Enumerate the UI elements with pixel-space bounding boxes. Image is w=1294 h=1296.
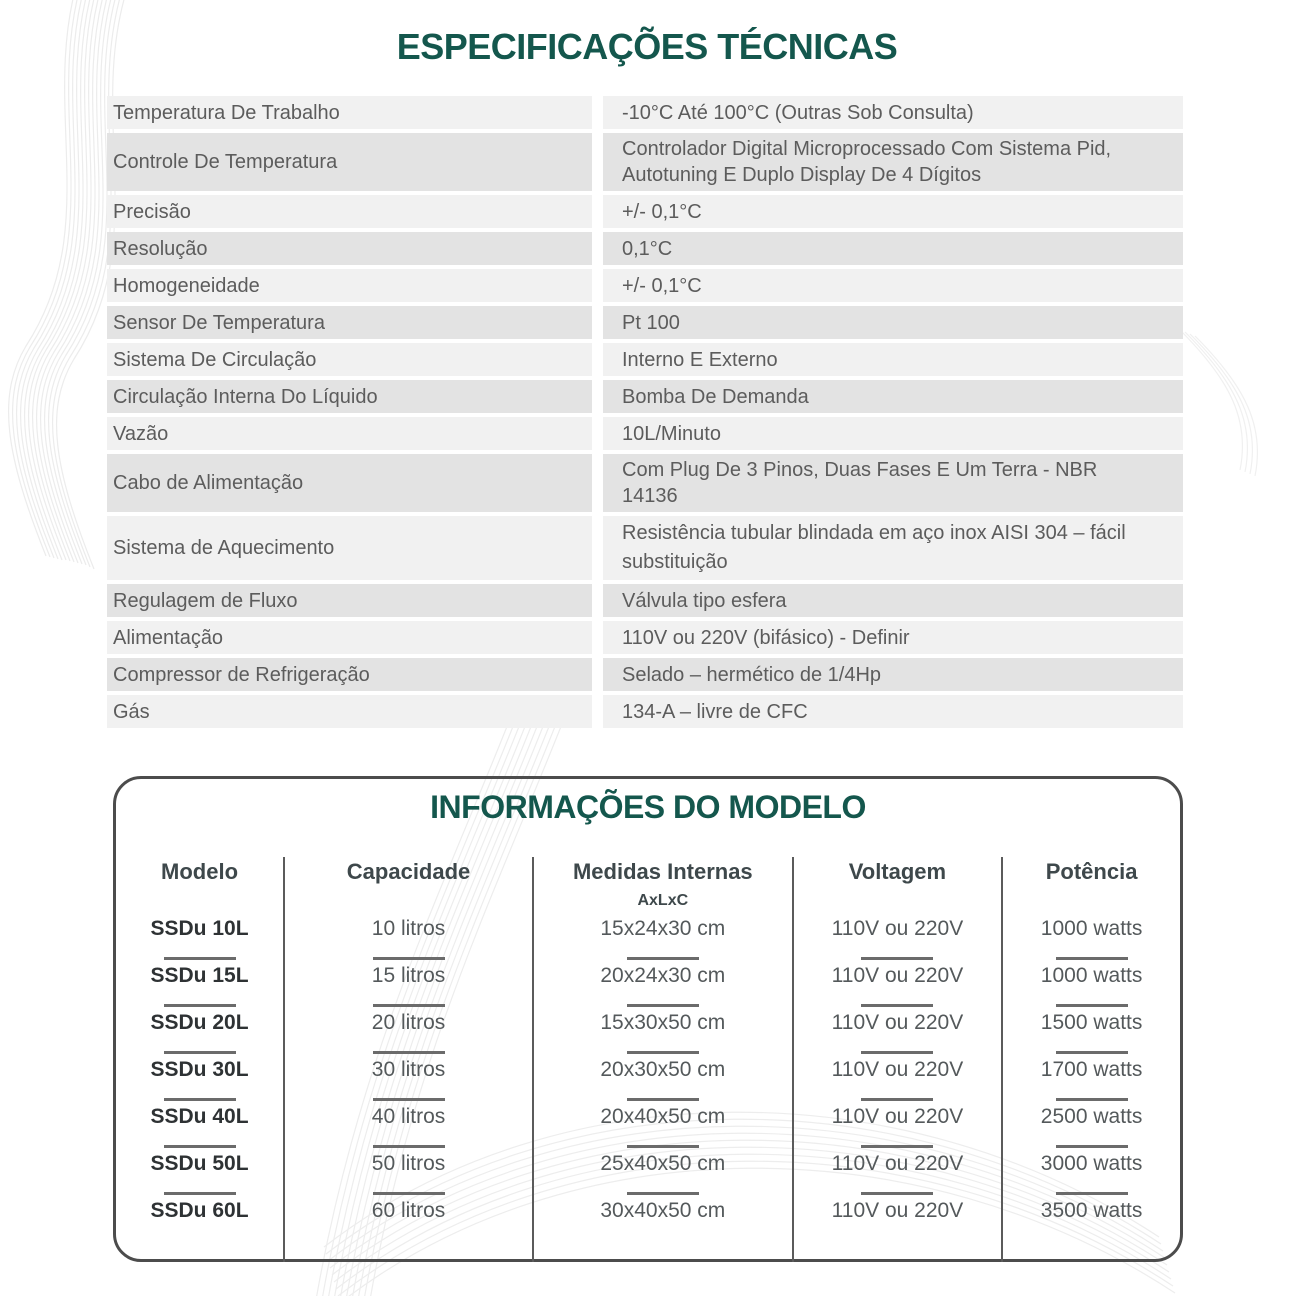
model-cell bbox=[534, 1054, 792, 1101]
cell-value: 110V ou 220V bbox=[831, 917, 964, 940]
cell-value: SSDu 15L bbox=[150, 964, 249, 987]
model-cell bbox=[794, 1054, 1002, 1101]
cell-value: 20x30x50 cm bbox=[600, 1058, 726, 1081]
model-cell bbox=[794, 1195, 1002, 1242]
cell-value: 1500 watts bbox=[1040, 1011, 1143, 1034]
cell-value: 3500 watts bbox=[1040, 1199, 1143, 1222]
model-cell bbox=[285, 1007, 532, 1054]
model-column-capacidade bbox=[283, 857, 532, 1262]
cell-value: 50 litros bbox=[371, 1152, 446, 1175]
model-cell bbox=[1003, 1148, 1180, 1195]
model-cell bbox=[285, 913, 532, 960]
model-cell bbox=[116, 1054, 283, 1101]
spec-value: +/- 0,1°C bbox=[603, 195, 1183, 228]
spec-value: Controlador Digital Microprocessado Com Sistema Pid, Autotuning E Duplo Display De 4 Dígitos bbox=[603, 133, 1183, 191]
spec-label: Homogeneidade bbox=[107, 269, 592, 302]
spec-value: Interno E Externo bbox=[603, 343, 1183, 376]
spec-section-title: ESPECIFICAÇÕES TÉCNICAS bbox=[396, 26, 898, 67]
spec-row bbox=[107, 195, 1183, 228]
model-cell bbox=[116, 960, 283, 1007]
cell-value: 60 litros bbox=[371, 1199, 446, 1222]
spec-row bbox=[107, 269, 1183, 302]
cell-value: 1700 watts bbox=[1040, 1058, 1143, 1081]
column-header-medidas bbox=[534, 857, 792, 913]
spec-row bbox=[107, 306, 1183, 339]
model-cell bbox=[1003, 1054, 1180, 1101]
cell-value: SSDu 60L bbox=[150, 1199, 249, 1222]
spec-row bbox=[107, 621, 1183, 654]
spec-label: Vazão bbox=[107, 417, 592, 450]
model-cell bbox=[534, 1007, 792, 1054]
spec-label: Compressor de Refrigeração bbox=[107, 658, 592, 691]
cell-value: 110V ou 220V bbox=[831, 1199, 964, 1222]
cell-value: 40 litros bbox=[371, 1105, 446, 1128]
column-subheader-axlxc: AxLxC bbox=[637, 892, 689, 909]
spec-row bbox=[107, 658, 1183, 691]
column-header-text: Medidas Internas bbox=[572, 859, 753, 884]
cell-value: 3000 watts bbox=[1040, 1152, 1143, 1175]
spec-label: Gás bbox=[107, 695, 592, 728]
cell-value: 20x40x50 cm bbox=[600, 1105, 726, 1128]
spec-row bbox=[107, 584, 1183, 617]
cell-value: 30 litros bbox=[371, 1058, 446, 1081]
model-cell bbox=[285, 1195, 532, 1242]
model-cell bbox=[285, 1054, 532, 1101]
model-cell bbox=[534, 1195, 792, 1242]
model-cell bbox=[534, 960, 792, 1007]
spec-value: Selado – hermético de 1/4Hp bbox=[603, 658, 1183, 691]
model-column-medidas bbox=[532, 857, 792, 1262]
model-cell bbox=[794, 1101, 1002, 1148]
cell-value: 25x40x50 cm bbox=[600, 1152, 726, 1175]
model-column-modelo bbox=[116, 857, 283, 1262]
spec-label: Controle De Temperatura bbox=[107, 133, 592, 191]
cell-value: 15 litros bbox=[371, 964, 446, 987]
spec-row bbox=[107, 343, 1183, 376]
model-cell bbox=[285, 960, 532, 1007]
spec-value: 0,1°C bbox=[603, 232, 1183, 265]
cell-value: 1000 watts bbox=[1040, 917, 1143, 940]
spec-value: 110V ou 220V (bifásico) - Definir bbox=[603, 621, 1183, 654]
cell-value: SSDu 40L bbox=[150, 1105, 249, 1128]
cell-value: 30x40x50 cm bbox=[600, 1199, 726, 1222]
model-section-title: INFORMAÇÕES DO MODELO bbox=[430, 789, 866, 825]
cell-value: 110V ou 220V bbox=[831, 1011, 964, 1034]
spec-value: Com Plug De 3 Pinos, Duas Fases E Um Terra - NBR 14136 bbox=[603, 454, 1183, 512]
cell-value: 15x24x30 cm bbox=[600, 917, 726, 940]
model-cell bbox=[534, 1101, 792, 1148]
column-header-voltagem: Voltagem bbox=[848, 859, 947, 884]
cell-value: 20x24x30 cm bbox=[600, 964, 726, 987]
cell-value: 2500 watts bbox=[1040, 1105, 1143, 1128]
spec-value: -10°C Até 100°C (Outras Sob Consulta) bbox=[603, 96, 1183, 129]
spec-table bbox=[107, 96, 1183, 732]
model-cell bbox=[794, 1148, 1002, 1195]
spec-row bbox=[107, 454, 1183, 512]
model-table bbox=[116, 857, 1180, 1262]
column-header-potencia: Potência bbox=[1045, 859, 1138, 884]
model-cell bbox=[1003, 960, 1180, 1007]
spec-value: +/- 0,1°C bbox=[603, 269, 1183, 302]
spec-value: Bomba De Demanda bbox=[603, 380, 1183, 413]
spec-row bbox=[107, 417, 1183, 450]
spec-row bbox=[107, 380, 1183, 413]
column-header-modelo: Modelo bbox=[161, 859, 239, 884]
spec-label: Sistema De Circulação bbox=[107, 343, 592, 376]
cell-value: 110V ou 220V bbox=[831, 1058, 964, 1081]
spec-label: Alimentação bbox=[107, 621, 592, 654]
spec-row bbox=[107, 133, 1183, 191]
spec-row bbox=[107, 695, 1183, 728]
spec-value: Válvula tipo esfera bbox=[603, 584, 1183, 617]
cell-value: 110V ou 220V bbox=[831, 1105, 964, 1128]
spec-value: Resistência tubular blindada em aço inox AISI 304 – fácil substituição bbox=[603, 516, 1183, 580]
spec-label: Temperatura De Trabalho bbox=[107, 96, 592, 129]
model-cell bbox=[794, 960, 1002, 1007]
model-cell bbox=[794, 913, 1002, 960]
model-cell bbox=[1003, 1195, 1180, 1242]
spec-value: 10L/Minuto bbox=[603, 417, 1183, 450]
spec-row bbox=[107, 232, 1183, 265]
model-cell bbox=[534, 913, 792, 960]
spec-value: 134-A – livre de CFC bbox=[603, 695, 1183, 728]
spec-label: Cabo de Alimentação bbox=[107, 454, 592, 512]
spec-value: Pt 100 bbox=[603, 306, 1183, 339]
model-cell bbox=[1003, 913, 1180, 960]
cell-value: 110V ou 220V bbox=[831, 964, 964, 987]
model-cell bbox=[285, 1101, 532, 1148]
model-cell bbox=[116, 1101, 283, 1148]
cell-value: SSDu 10L bbox=[150, 917, 249, 940]
model-column-voltagem bbox=[792, 857, 1002, 1262]
model-cell bbox=[116, 1148, 283, 1195]
spec-label: Resolução bbox=[107, 232, 592, 265]
spec-row bbox=[107, 516, 1183, 580]
spec-label: Circulação Interna Do Líquido bbox=[107, 380, 592, 413]
spec-label: Sensor De Temperatura bbox=[107, 306, 592, 339]
spec-label: Sistema de Aquecimento bbox=[107, 516, 592, 580]
cell-value: 15x30x50 cm bbox=[600, 1011, 726, 1034]
cell-value: 20 litros bbox=[371, 1011, 446, 1034]
model-cell bbox=[794, 1007, 1002, 1054]
cell-value: SSDu 20L bbox=[150, 1011, 249, 1034]
model-cell bbox=[116, 1195, 283, 1242]
model-cell bbox=[116, 913, 283, 960]
cell-value: 10 litros bbox=[371, 917, 446, 940]
model-info-card bbox=[113, 776, 1183, 1262]
spec-label: Precisão bbox=[107, 195, 592, 228]
model-cell bbox=[534, 1148, 792, 1195]
model-cell bbox=[285, 1148, 532, 1195]
model-cell bbox=[1003, 1101, 1180, 1148]
spec-row bbox=[107, 96, 1183, 129]
cell-value: SSDu 50L bbox=[150, 1152, 249, 1175]
column-header-capacidade: Capacidade bbox=[346, 859, 471, 884]
cell-value: 110V ou 220V bbox=[831, 1152, 964, 1175]
model-column-potencia bbox=[1001, 857, 1180, 1262]
spec-label: Regulagem de Fluxo bbox=[107, 584, 592, 617]
model-cell bbox=[116, 1007, 283, 1054]
model-cell bbox=[1003, 1007, 1180, 1054]
cell-value: SSDu 30L bbox=[150, 1058, 249, 1081]
cell-value: 1000 watts bbox=[1040, 964, 1143, 987]
